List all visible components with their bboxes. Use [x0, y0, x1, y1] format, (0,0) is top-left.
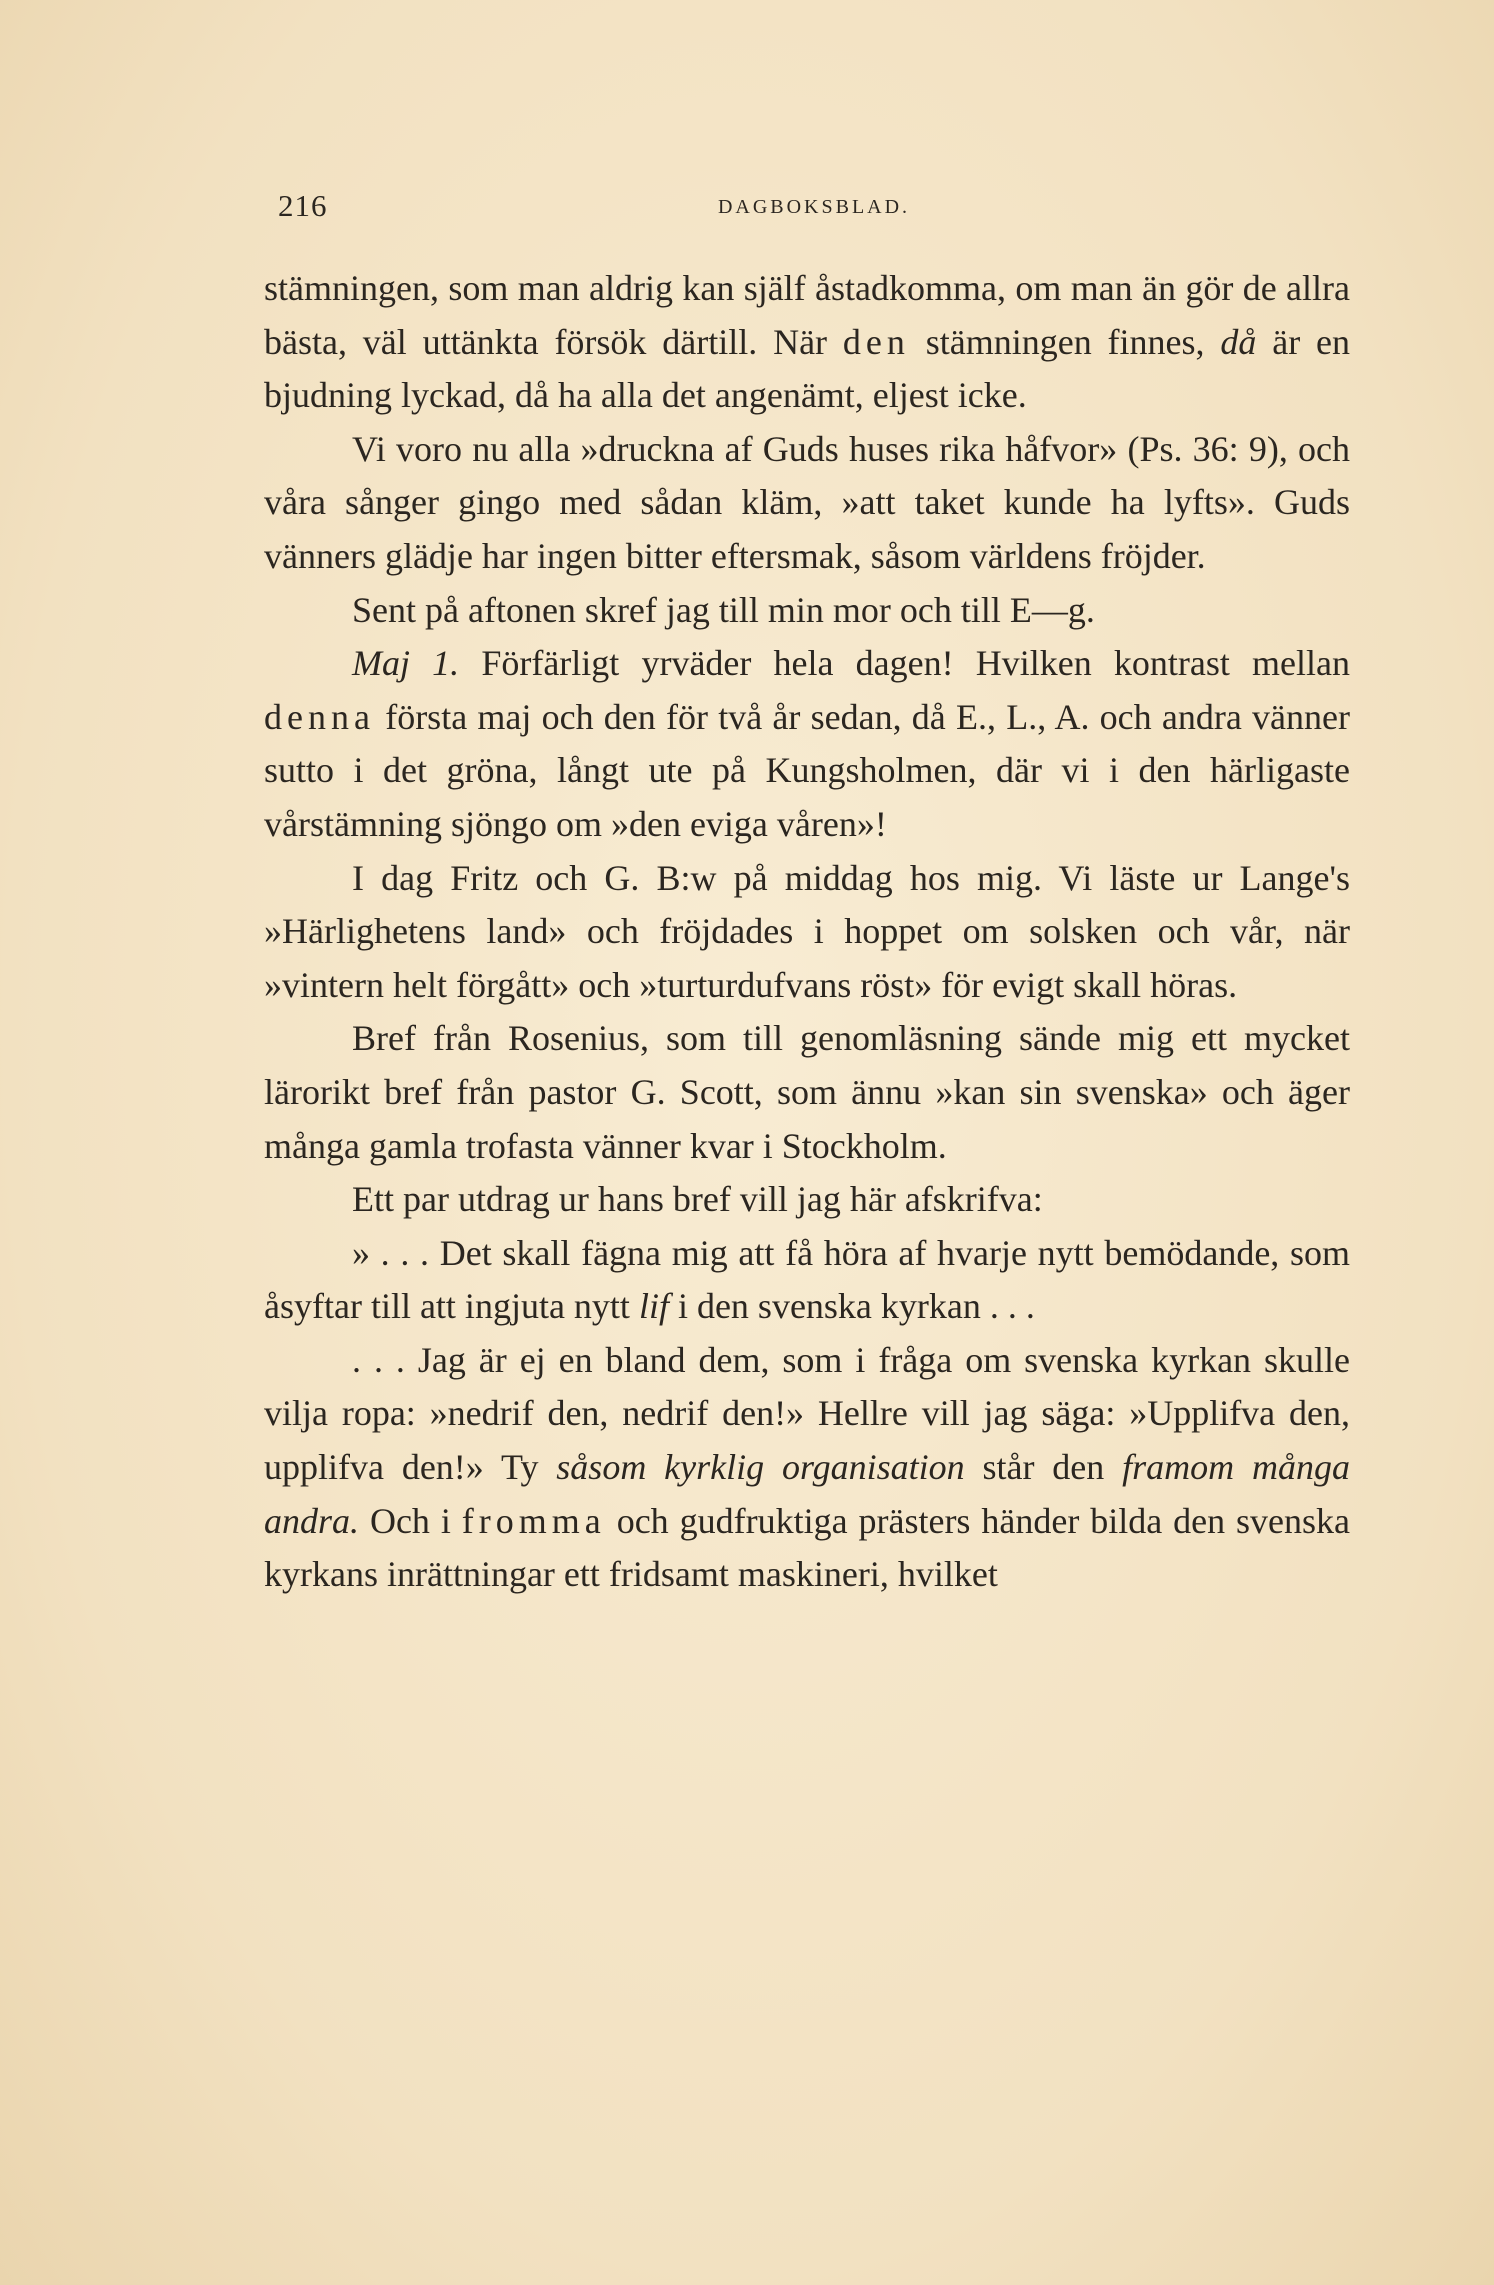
italic-emphasis: då — [1220, 321, 1257, 362]
text-run: Förfärligt yrväder hela dagen! Hvilken kontrast mellan — [481, 643, 1351, 684]
paragraph-1 — [264, 262, 1350, 423]
spaced-emphasis: den — [842, 321, 910, 362]
page-number: 216 — [278, 188, 328, 223]
paragraph-9 — [264, 1334, 1350, 1602]
text-run: » . . . Det skall fägna mig att få höra af hvarje nytt bemödande, som åsyftar till att ingjuta nytt — [264, 1232, 1350, 1327]
text-run: stämningen, som man aldrig kan själf åstadkomma, om man än gör de allra bästa, väl uttänkta försök därtill. När — [264, 268, 1350, 362]
body-text — [264, 262, 1350, 1602]
italic-emphasis: framom många andra. — [264, 1447, 1350, 1541]
text-run: . . . Jag är ej en bland dem, som i fråga om svenska kyrkan skulle vilja ropa: »nedrif den, nedrif den!» Hellre vill jag säga: »Upplifva den, upplifva den!» Ty — [264, 1339, 1350, 1488]
text-run: i den svenska kyrkan . . . — [677, 1286, 1035, 1327]
diary-date: Maj 1. — [352, 643, 460, 684]
paragraph-7: Ett par utdrag ur hans bref vill jag här afskrifva: — [352, 1179, 1043, 1220]
text-run: första maj och den för två år sedan, då E., L., A. och andra vänner sutto i det gröna, långt ute på Kungsholmen, där vi i den härligaste vårstämning sjöngo om »den eviga våren»! — [264, 696, 1351, 844]
paragraph-3: Sent på aftonen skref jag till min mor och till E—g. — [352, 589, 1095, 630]
paragraph-2: Vi voro nu alla »druckna af Guds huses rika håfvor» (Ps. 36: 9), och våra sånger gingo med sådan kläm, »att taket kunde ha lyfts». Guds vänners glädje har ingen bitter eftersmak, såsom världens fröjder. — [264, 428, 1350, 576]
page-header — [278, 188, 1350, 238]
text-run: är en bjudning lyckad, då ha alla det angenämt, eljest icke. — [264, 321, 1351, 416]
paragraph-5: I dag Fritz och G. B:w på middag hos mig. Vi läste ur Lange's »Härlighetens land» och fröjdades i hoppet om solsken och vår, när »vintern helt förgått» och »turturdufvans röst» för evigt skall höras. — [264, 857, 1350, 1005]
paragraph-4 — [264, 637, 1350, 851]
text-run: och gudfruktiga prästers händer bilda den svenska kyrkans inrättningar ett fridsamt maskineri, hvilket — [264, 1500, 1351, 1595]
text-run: Och i — [369, 1500, 451, 1541]
paragraph-8 — [264, 1227, 1350, 1334]
italic-emphasis: lif — [638, 1286, 669, 1327]
spaced-emphasis: fromma — [461, 1500, 606, 1541]
italic-emphasis: såsom kyrklig organisation — [556, 1447, 965, 1488]
spaced-emphasis: denna — [264, 696, 375, 737]
text-run: står den — [982, 1447, 1105, 1488]
text-run: stämningen finnes, — [925, 321, 1205, 362]
running-head: DAGBOKSBLAD. — [717, 196, 911, 218]
paragraph-6: Bref från Rosenius, som till genomläsning sände mig ett mycket lärorikt bref från pastor G. Scott, som ännu »kan sin svenska» och äger många gamla trofasta vänner kvar i Stockholm. — [264, 1018, 1350, 1166]
